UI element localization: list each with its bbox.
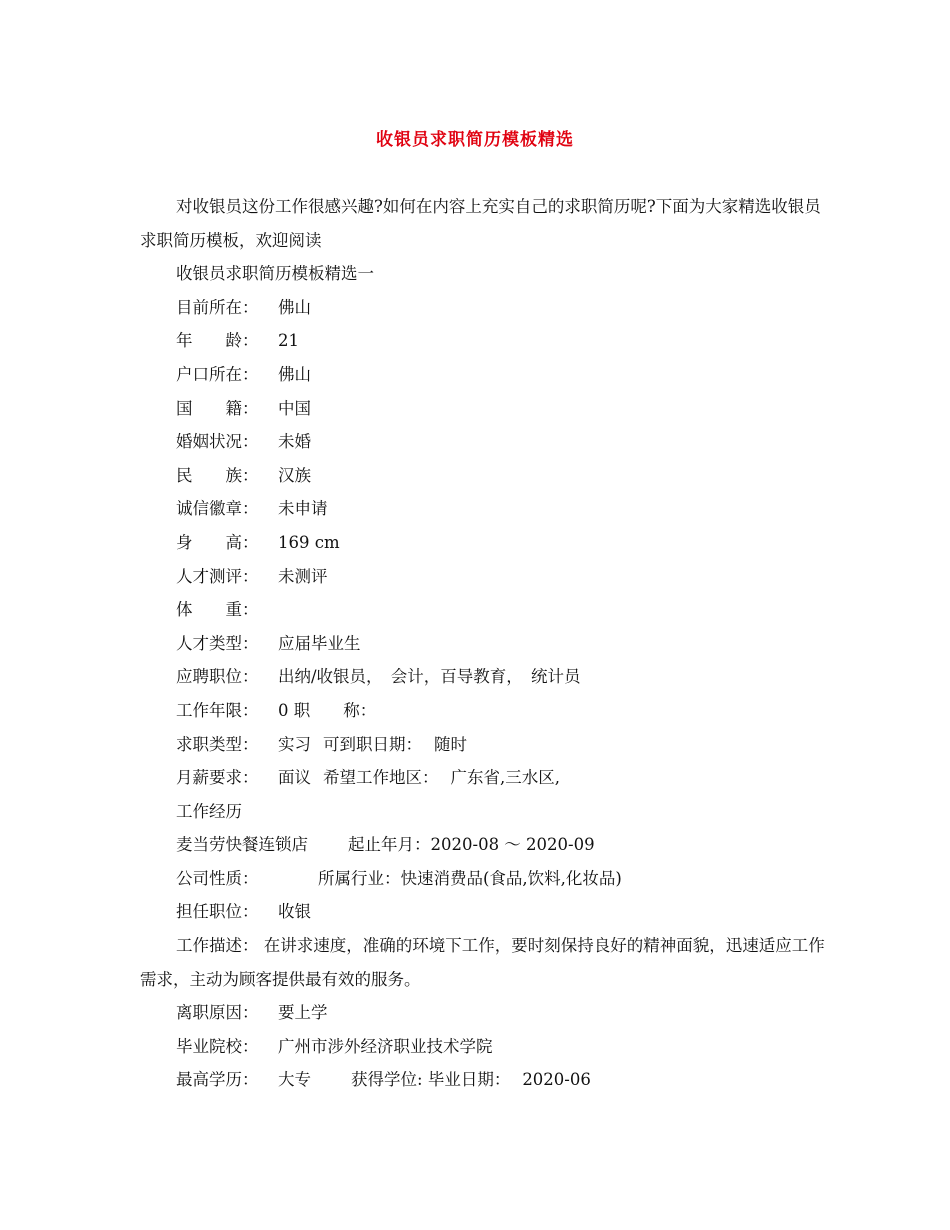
degree-label: 获得学位: — [351, 1070, 423, 1090]
company-row — [140, 828, 830, 862]
school-row — [140, 1030, 830, 1064]
field-value: 未测评 — [278, 566, 328, 586]
work-years-label: 工作年限： — [176, 700, 259, 720]
salary-label: 月薪要求： — [176, 768, 259, 788]
field-row — [140, 425, 830, 459]
description-paragraph — [140, 929, 830, 996]
field-label: 诚信徽章： — [176, 499, 259, 519]
area-label: 希望工作地区： — [323, 768, 439, 788]
field-value: 汉族 — [278, 465, 311, 485]
personal-info-list — [140, 291, 830, 795]
field-value: 佛山 — [278, 297, 311, 317]
section-heading: 收银员求职简历模板精选一 — [176, 264, 374, 284]
grad-date-value: 2020-06 — [522, 1070, 591, 1090]
field-label: 年 龄： — [176, 331, 259, 351]
document-title: 收银员求职简历模板精选 — [376, 130, 574, 150]
field-label: 国 籍： — [176, 398, 259, 418]
document-body — [140, 190, 830, 1097]
job-type-value: 实习 — [278, 734, 311, 754]
title-label: 职 称： — [293, 700, 377, 720]
field-value: 21 — [278, 331, 299, 351]
education-label: 最高学历： — [176, 1070, 259, 1090]
company-nature-row — [140, 862, 830, 896]
salary-value: 面议 — [278, 768, 311, 788]
area-value: 广东省,三水区, — [450, 768, 560, 788]
start-date-value: 随时 — [434, 734, 467, 754]
work-years-row — [140, 694, 830, 728]
field-value: 未婚 — [278, 432, 311, 452]
company-nature-label: 公司性质： — [176, 868, 259, 888]
position-value: 收银 — [278, 902, 311, 922]
field-label: 体 重： — [176, 600, 259, 620]
job-type-row — [140, 728, 830, 762]
field-label: 婚姻状况： — [176, 432, 259, 452]
field-row — [140, 459, 830, 493]
field-row — [140, 593, 830, 627]
company-name: 麦当劳快餐连锁店 — [176, 835, 308, 855]
field-row — [140, 526, 830, 560]
work-years-value: 0 — [278, 700, 289, 720]
field-label: 身 高： — [176, 532, 259, 552]
field-label: 人才测评： — [176, 566, 259, 586]
field-value: 应届毕业生 — [278, 633, 361, 653]
field-row — [140, 291, 830, 325]
industry-value: 快速消费品(食品,饮料,化妆品) — [400, 868, 622, 888]
grad-date-label: 毕业日期： — [427, 1070, 511, 1090]
field-value: 出纳/收银员， 会计，百导教育， 统计员 — [278, 667, 581, 687]
start-date-label: 可到职日期： — [323, 734, 422, 754]
school-label: 毕业院校： — [176, 1036, 259, 1056]
field-label: 民 族： — [176, 465, 259, 485]
description-label: 工作描述： — [176, 936, 259, 956]
education-value: 大专 — [278, 1070, 311, 1090]
field-row — [140, 392, 830, 426]
industry-label: 所属行业： — [318, 868, 401, 888]
field-row — [140, 660, 830, 694]
field-value: 中国 — [278, 398, 311, 418]
leave-reason-value: 要上学 — [278, 1003, 328, 1023]
field-label: 目前所在： — [176, 297, 259, 317]
field-label: 人才类型： — [176, 633, 259, 653]
leave-reason-label: 离职原因： — [176, 1003, 259, 1023]
field-row — [140, 324, 830, 358]
position-label: 担任职位： — [176, 902, 259, 922]
field-label: 应聘职位： — [176, 667, 259, 687]
salary-row — [140, 761, 830, 795]
intro-paragraph: 对收银员这份工作很感兴趣?如何在内容上充实自己的求职简历呢?下面为大家精选收银员求职简历模板，欢迎阅读 — [140, 197, 821, 250]
description-value: 在讲求速度，准确的环境下工作，要时刻保持良好的精神面貌，迅速适应工作需求，主动为顾客提供最有效的服务。 — [140, 936, 825, 989]
field-value: 169 cm — [278, 532, 340, 552]
field-value: 佛山 — [278, 364, 311, 384]
job-type-label: 求职类型： — [176, 734, 259, 754]
school-value: 广州市涉外经济职业技术学院 — [278, 1036, 493, 1056]
period-label: 起止年月： — [348, 835, 431, 855]
work-experience-heading: 工作经历 — [176, 801, 242, 821]
field-row — [140, 560, 830, 594]
field-row — [140, 492, 830, 526]
period-value: 2020-08 ～ 2020-09 — [430, 835, 595, 855]
field-row — [140, 627, 830, 661]
field-value: 未申请 — [278, 499, 328, 519]
education-row — [140, 1063, 830, 1097]
position-row — [140, 895, 830, 929]
leave-reason-row — [140, 996, 830, 1030]
field-label: 户口所在： — [176, 364, 259, 384]
field-row — [140, 358, 830, 392]
